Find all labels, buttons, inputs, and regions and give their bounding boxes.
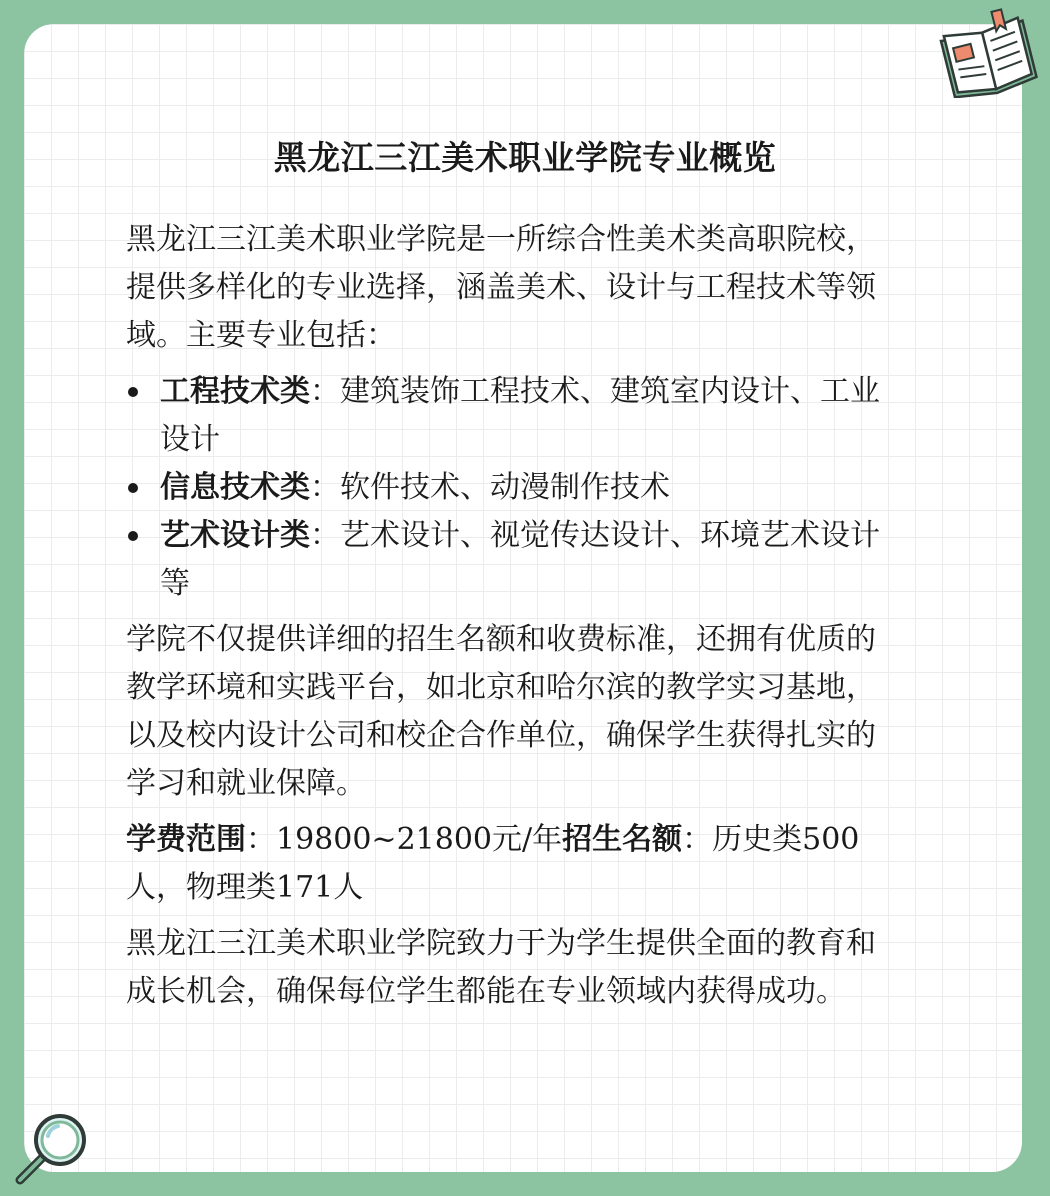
quota-value: ：历史类500人，物理类171人 bbox=[126, 822, 860, 905]
fees-paragraph bbox=[126, 816, 896, 912]
list-item bbox=[126, 512, 896, 608]
article-body bbox=[126, 216, 896, 1024]
majors-list bbox=[126, 368, 896, 608]
major-programs: 软件技术、动漫制作技术 bbox=[340, 470, 670, 505]
open-book-icon bbox=[936, 8, 1040, 98]
major-separator: ： bbox=[310, 518, 340, 553]
major-programs: 建筑装饰工程技术、建筑室内设计、工业设计 bbox=[160, 374, 880, 457]
closing-paragraph: 黑龙江三江美术职业学院致力于为学生提供全面的教育和成长机会，确保每位学生都能在专业领域内获得成功。 bbox=[126, 926, 876, 1009]
magnifier-icon bbox=[12, 1108, 92, 1188]
major-category: 艺术设计类 bbox=[160, 518, 310, 553]
tuition-value: ：19800~21800元/年 bbox=[246, 822, 563, 857]
list-item bbox=[126, 464, 896, 512]
list-item bbox=[126, 368, 896, 464]
facilities-paragraph: 学院不仅提供详细的招生名额和收费标准，还拥有优质的教学环境和实践平台，如北京和哈尔滨的教学实习基地，以及校内设计公司和校企合作单位，确保学生获得扎实的学习和就业保障。 bbox=[126, 622, 876, 801]
major-programs: 艺术设计、视觉传达设计、环境艺术设计等 bbox=[160, 518, 880, 601]
major-category: 工程技术类 bbox=[160, 374, 310, 409]
tuition-label: 学费范围 bbox=[126, 822, 246, 857]
major-category: 信息技术类 bbox=[160, 470, 310, 505]
page-title: 黑龙江三江美术职业学院专业概览 bbox=[273, 138, 777, 177]
intro-paragraph: 黑龙江三江美术职业学院是一所综合性美术类高职院校，提供多样化的专业选择，涵盖美术、设计与工程技术等领域。主要专业包括： bbox=[126, 222, 876, 353]
major-separator: ： bbox=[310, 374, 340, 409]
quota-label: 招生名额 bbox=[562, 822, 683, 857]
major-separator: ： bbox=[310, 470, 340, 505]
